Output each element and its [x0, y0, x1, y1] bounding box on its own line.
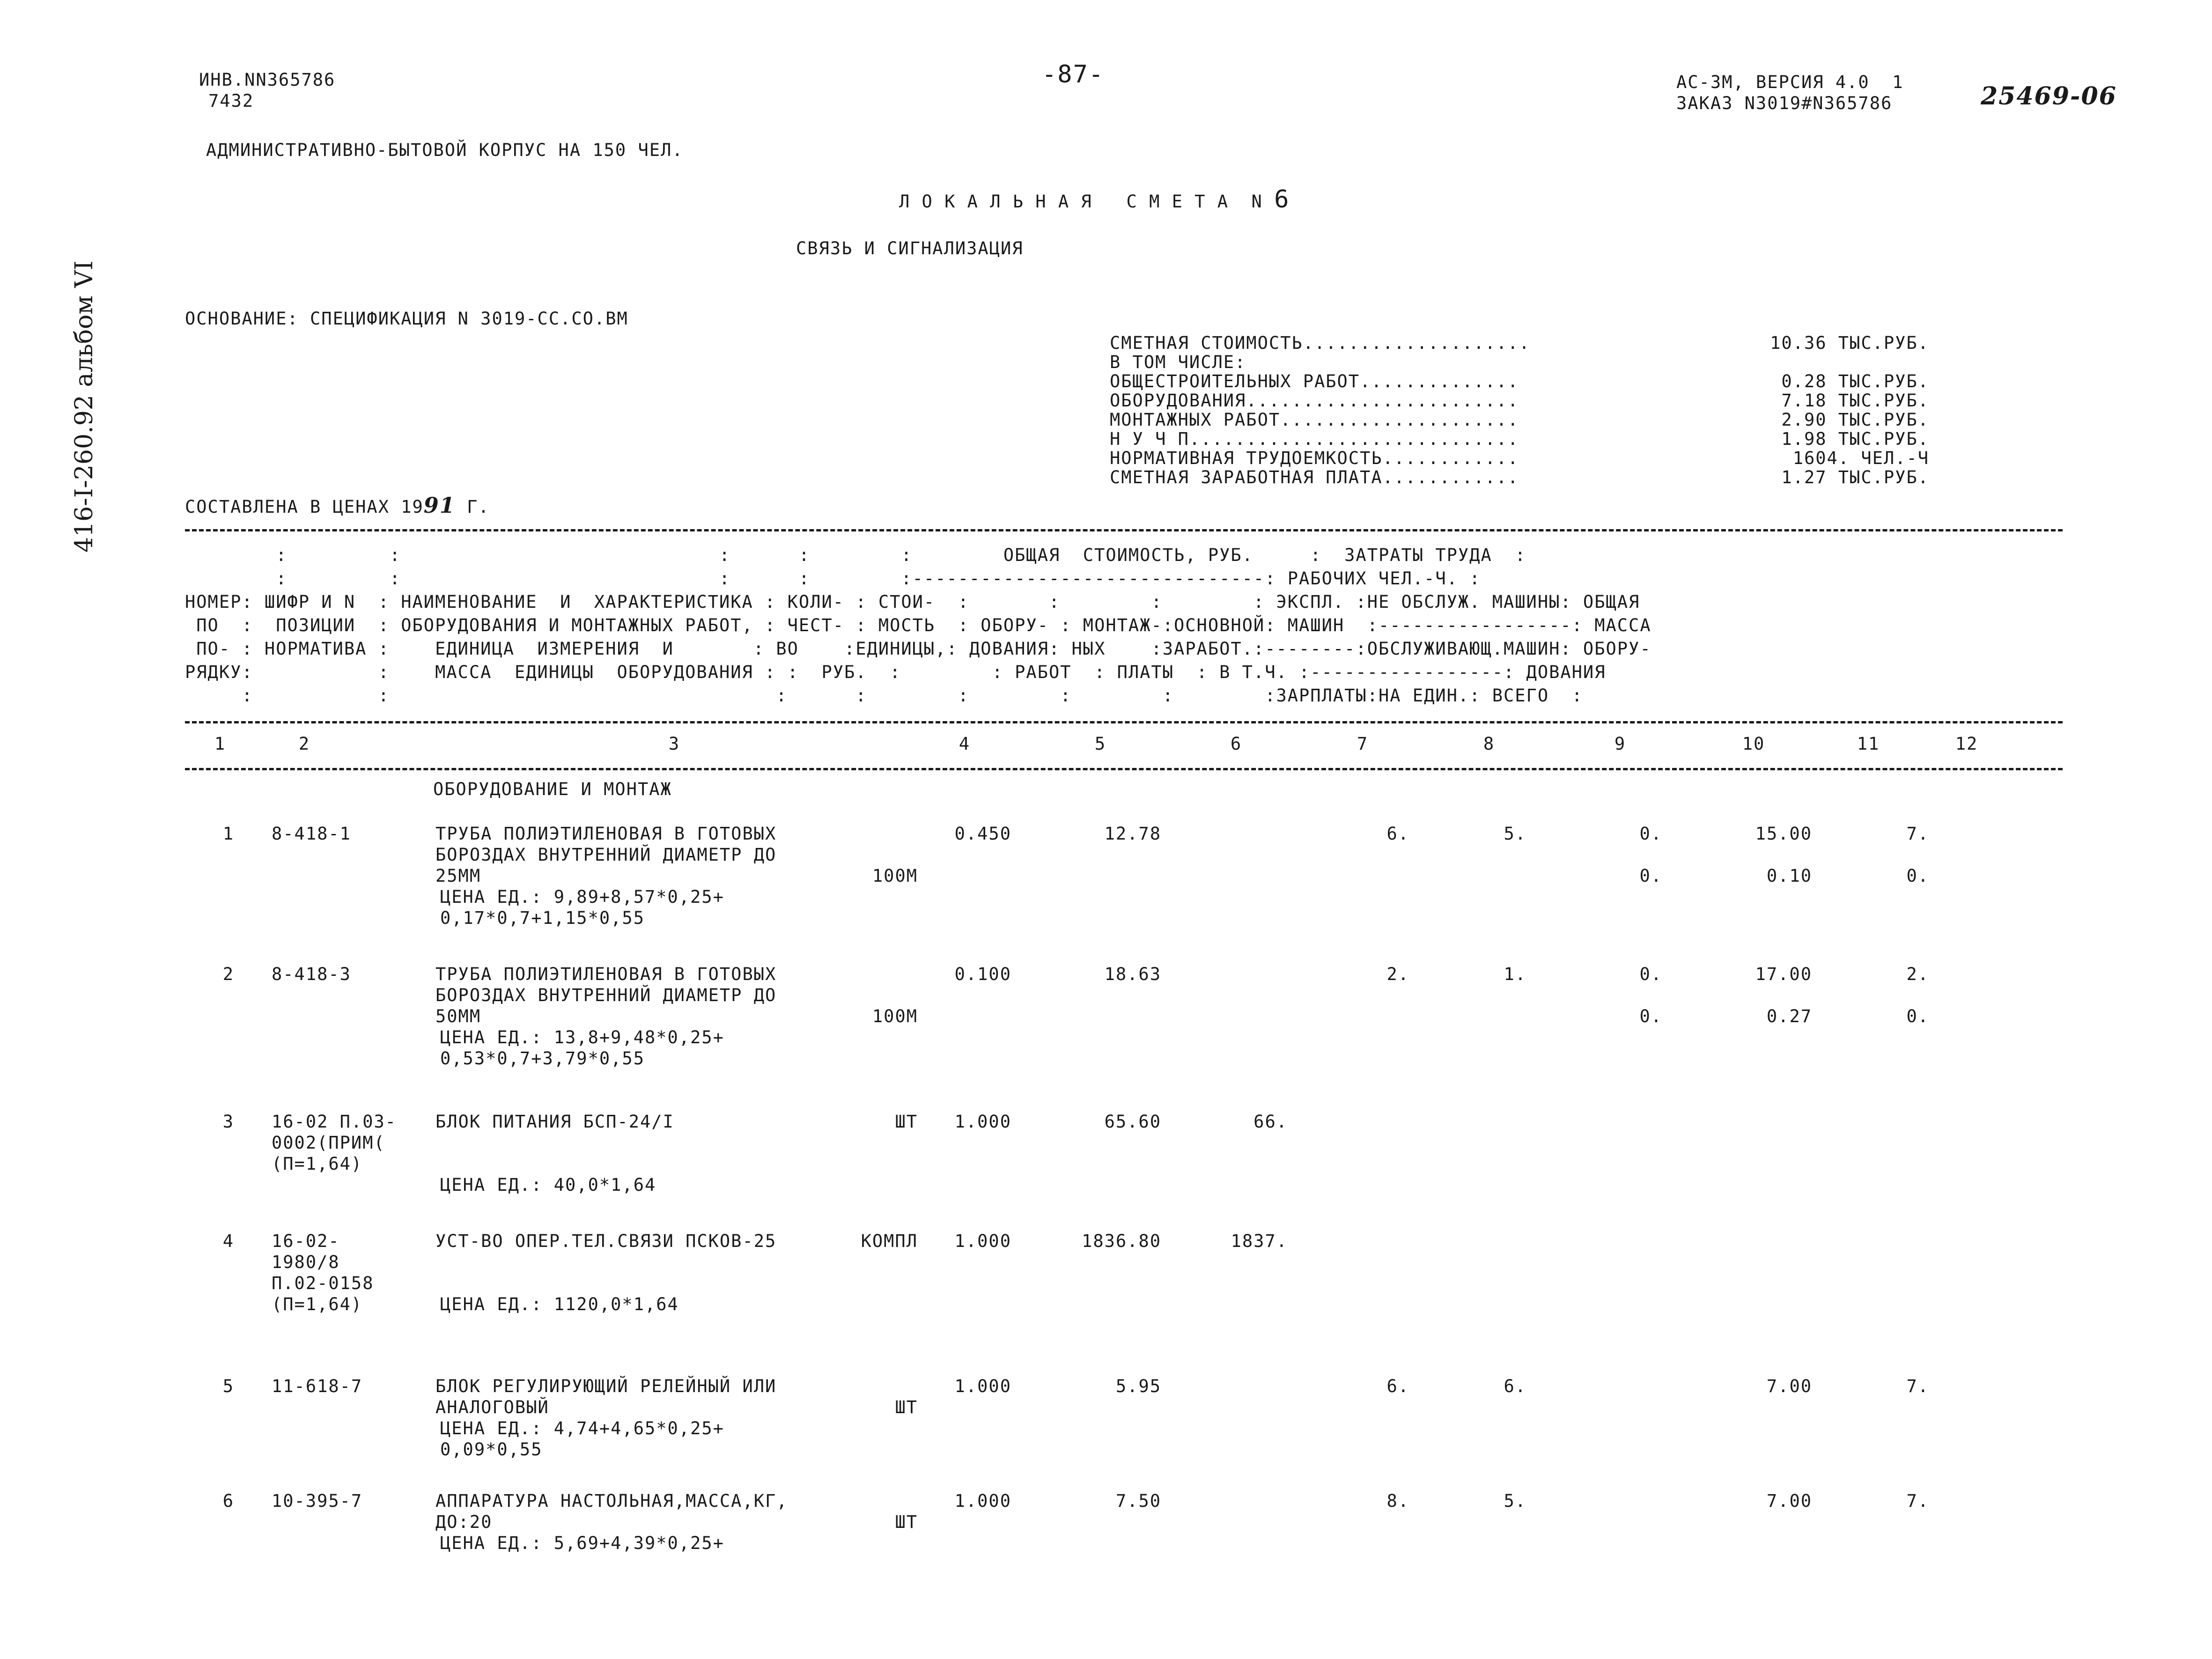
header-line: : : : : :-------------------------------: РАБОЧИХ ЧЕЛ.-Ч. : — [185, 568, 1481, 589]
item-description: 25ММ — [435, 866, 481, 886]
column-number: 10 — [1742, 734, 1765, 754]
item-description: АППАРАТУРА НАСТОЛЬНАЯ,МАССА,КГ, — [435, 1491, 788, 1511]
item-description: БОРОЗДАХ ВНУТРЕННИЙ ДИАМЕТР ДО — [435, 985, 777, 1005]
norm-code: 16-02 П.03- — [272, 1112, 397, 1132]
mounting-cost: 2. — [1386, 964, 1409, 984]
item-description: БЛОК РЕГУЛИРУЮЩИЙ РЕЛЕЙНЫЙ ИЛИ — [435, 1376, 777, 1396]
machine-expl: 0. — [1639, 964, 1662, 984]
labor-total-machines: 0. — [1906, 1006, 1929, 1026]
summary-value: 2.90 ТЫС.РУБ. — [1781, 410, 1929, 430]
base-wage: 5. — [1504, 824, 1526, 844]
quantity: 1.000 — [954, 1112, 1011, 1132]
row-number: 3 — [222, 1112, 234, 1132]
norm-code: П.02-0158 — [272, 1273, 374, 1293]
price-formula: ЦЕНА ЕД.: 13,8+9,48*0,25+ — [440, 1027, 724, 1047]
base-wage: 1. — [1504, 964, 1526, 984]
column-number: 3 — [668, 734, 680, 754]
price-base-line: СОСТАВЛЕНА В ЦЕНАХ 1991 Г. — [185, 493, 490, 518]
norm-code: 16-02- — [272, 1231, 340, 1251]
mounting-cost: 8. — [1386, 1491, 1409, 1511]
base-wage: 5. — [1504, 1491, 1526, 1511]
norm-code: (П=1,64) — [272, 1154, 363, 1174]
inventory-number: ИНВ.NN365786 — [199, 70, 336, 90]
equipment-cost: 1837. — [1231, 1231, 1288, 1251]
norm-code: 10-395-7 — [272, 1491, 363, 1511]
labor-total: 7. — [1906, 824, 1929, 844]
machine-expl-wage: 0. — [1639, 866, 1662, 886]
price-formula: ЦЕНА ЕД.: 40,0*1,64 — [440, 1175, 656, 1195]
item-description: ДО:20 — [435, 1512, 493, 1532]
item-description: ТРУБА ПОЛИЭТИЛЕНОВАЯ В ГОТОВЫХ — [435, 824, 777, 844]
quantity: 0.450 — [954, 824, 1011, 844]
header-bottom-rule — [185, 721, 2063, 723]
norm-code: 11-618-7 — [272, 1376, 363, 1396]
labor-total: 2. — [1906, 964, 1929, 984]
header-line: РЯДКУ: : МАССА ЕДИНИЦЫ ОБОРУДОВАНИЯ : : РУБ. : : РАБОТ : ПЛАТЫ : В Т.Ч. :-----------------: ДОВАНИЯ — [185, 662, 1606, 682]
price-formula: ЦЕНА ЕД.: 1120,0*1,64 — [440, 1294, 679, 1314]
machine-expl: 0. — [1639, 824, 1662, 844]
mounting-cost: 6. — [1386, 1376, 1409, 1396]
column-number: 1 — [214, 734, 226, 754]
unit-price: 7.50 — [1115, 1491, 1161, 1511]
norm-code: 8-418-1 — [272, 824, 351, 844]
summary-value: 7.18 ТЫС.РУБ. — [1781, 391, 1929, 411]
summary-label: СМЕТНАЯ ЗАРАБОТНАЯ ПЛАТА............ — [1110, 467, 1519, 487]
unit: 100М — [872, 1006, 918, 1026]
header-line: : : : : : : : :ЗАРПЛАТЫ:НА ЕДИН.: ВСЕГО : — [185, 686, 1583, 706]
header-line: ПО- : НОРМАТИВА : ЕДИНИЦА ИЗМЕРЕНИЯ И : ВО :ЕДИНИЦЫ,: ДОВАНИЯ: НЫХ :ЗАРАБОТ.:--------:ОБСЛУЖИВАЮЩ.МАШИН: ОБОРУ- — [185, 639, 1652, 659]
table-top-rule — [185, 529, 2063, 531]
column-number: 5 — [1094, 734, 1106, 754]
row-number: 1 — [222, 824, 234, 844]
price-formula: 0,17*0,7+1,15*0,55 — [440, 908, 645, 928]
norm-code: 0002(ПРИМ( — [272, 1133, 385, 1153]
row-number: 5 — [222, 1376, 234, 1396]
summary-label: Н У Ч П............................. — [1110, 429, 1519, 449]
column-number: 6 — [1230, 734, 1242, 754]
row-number: 6 — [222, 1491, 234, 1511]
labor-total: 7. — [1906, 1376, 1929, 1396]
price-formula: 0,09*0,55 — [440, 1439, 543, 1460]
norm-code: 1980/8 — [272, 1252, 340, 1272]
quantity: 1.000 — [954, 1376, 1011, 1396]
price-formula: 0,53*0,7+3,79*0,55 — [440, 1048, 645, 1069]
column-number: 4 — [959, 734, 971, 754]
column-number: 9 — [1614, 734, 1626, 754]
quantity: 1.000 — [954, 1491, 1011, 1511]
price-formula: ЦЕНА ЕД.: 4,74+4,65*0,25+ — [440, 1418, 724, 1438]
column-number: 2 — [298, 734, 310, 754]
summary-value: 0.28 ТЫС.РУБ. — [1781, 371, 1929, 391]
handwritten-code: 25469-06 — [1981, 82, 2117, 111]
document-subtitle: СВЯЗЬ И СИГНАЛИЗАЦИЯ — [796, 238, 1024, 258]
row-number: 4 — [222, 1231, 234, 1251]
labor-per-unit-machines: 0.10 — [1766, 866, 1812, 886]
header-line: : : : : : ОБЩАЯ СТОИМОСТЬ, РУБ. : ЗАТРАТЫ ТРУДА : — [185, 545, 1526, 565]
unit: ШТ — [895, 1397, 918, 1417]
item-description: БЛОК ПИТАНИЯ БСП-24/I — [435, 1112, 674, 1132]
summary-label: ОБЩЕСТРОИТЕЛЬНЫХ РАБОТ.............. — [1110, 371, 1519, 391]
unit-price: 12.78 — [1104, 824, 1161, 844]
summary-label: ОБОРУДОВАНИЯ........................ — [1110, 391, 1519, 411]
summary-label: СМЕТНАЯ СТОИМОСТЬ.................... — [1110, 333, 1531, 353]
equipment-cost: 66. — [1253, 1112, 1288, 1132]
mounting-cost: 6. — [1386, 824, 1409, 844]
unit: 100М — [872, 866, 918, 886]
unit-price: 1836.80 — [1082, 1231, 1161, 1251]
unit: ШТ — [895, 1112, 918, 1132]
labor-total: 7. — [1906, 1491, 1929, 1511]
unit: КОМПЛ — [861, 1231, 918, 1251]
labor-per-unit: 15.00 — [1755, 824, 1812, 844]
item-description: АНАЛОГОВЫЙ — [435, 1397, 549, 1417]
item-description: БОРОЗДАХ ВНУТРЕННИЙ ДИАМЕТР ДО — [435, 845, 777, 865]
unit-price: 5.95 — [1115, 1376, 1161, 1396]
inventory-subnumber: 7432 — [208, 91, 254, 111]
unit-price: 65.60 — [1104, 1112, 1161, 1132]
labor-per-unit: 17.00 — [1755, 964, 1812, 984]
column-numbers-rule — [185, 768, 2063, 770]
summary-value: 1604. ЧЕЛ.-Ч — [1792, 448, 1929, 468]
order-number: ЗАКАЗ N3019#N365786 — [1676, 93, 1893, 113]
handwritten-year: 91 — [423, 493, 456, 518]
item-description: 50ММ — [435, 1006, 481, 1026]
column-number: 8 — [1483, 734, 1495, 754]
quantity: 0.100 — [954, 964, 1011, 984]
summary-label: В ТОМ ЧИСЛЕ: — [1110, 352, 1246, 372]
basis-line: ОСНОВАНИЕ: СПЕЦИФИКАЦИЯ N 3019-СС.СО.ВМ — [185, 309, 628, 329]
labor-total-machines: 0. — [1906, 866, 1929, 886]
software-version: АС-3М, ВЕРСИЯ 4.0 1 — [1676, 72, 1904, 92]
document-title: Л О К А Л Ь Н А Я С М Е Т А N 6 — [899, 185, 1290, 214]
price-formula: ЦЕНА ЕД.: 9,89+8,57*0,25+ — [440, 887, 724, 907]
row-number: 2 — [222, 964, 234, 984]
summary-label: МОНТАЖНЫХ РАБОТ..................... — [1110, 410, 1519, 430]
machine-expl-wage: 0. — [1639, 1006, 1662, 1026]
header-line: ПО : ПОЗИЦИИ : ОБОРУДОВАНИЯ И МОНТАЖНЫХ РАБОТ, : ЧЕСТ- : МОСТЬ : ОБОРУ- : МОНТАЖ-:ОСНОВНОЙ: МАШИН :-----------------: МАССА — [185, 615, 1652, 635]
labor-per-unit: 7.00 — [1766, 1376, 1812, 1396]
header-line: НОМЕР: ШИФР И N : НАИМЕНОВАНИЕ И ХАРАКТЕРИСТИКА : КОЛИ- : СТОИ- : : : : ЭКСПЛ. :НЕ ОБСЛУЖ. МАШИНЫ: ОБЩАЯ — [185, 592, 1640, 612]
building-name: АДМИНИСТРАТИВНО-БЫТОВОЙ КОРПУС НА 150 ЧЕЛ. — [206, 140, 684, 160]
base-wage: 6. — [1504, 1376, 1526, 1396]
margin-note: 416-I-260.92 альбом VI — [70, 260, 98, 553]
price-formula: ЦЕНА ЕД.: 5,69+4,39*0,25+ — [440, 1533, 724, 1553]
quantity: 1.000 — [954, 1231, 1011, 1251]
estimate-number: 6 — [1274, 185, 1290, 214]
summary-value: 1.27 ТЫС.РУБ. — [1781, 467, 1929, 487]
page-number: -87- — [1042, 60, 1105, 88]
unit: ШТ — [895, 1512, 918, 1532]
unit-price: 18.63 — [1104, 964, 1161, 984]
labor-per-unit: 7.00 — [1766, 1491, 1812, 1511]
item-description: УСТ-ВО ОПЕР.ТЕЛ.СВЯЗИ ПСКОВ-25 — [435, 1231, 777, 1251]
norm-code: (П=1,64) — [272, 1294, 363, 1314]
summary-label: НОРМАТИВНАЯ ТРУДОЕМКОСТЬ............ — [1110, 448, 1519, 468]
summary-value: 1.98 ТЫС.РУБ. — [1781, 429, 1929, 449]
summary-value: 10.36 ТЫС.РУБ. — [1770, 333, 1929, 353]
column-number: 11 — [1857, 734, 1880, 754]
item-description: ТРУБА ПОЛИЭТИЛЕНОВАЯ В ГОТОВЫХ — [435, 964, 777, 984]
section-title: ОБОРУДОВАНИЕ И МОНТАЖ — [433, 779, 672, 799]
labor-per-unit-machines: 0.27 — [1766, 1006, 1812, 1026]
column-number: 12 — [1955, 734, 1978, 754]
norm-code: 8-418-3 — [272, 964, 351, 984]
column-number: 7 — [1357, 734, 1369, 754]
